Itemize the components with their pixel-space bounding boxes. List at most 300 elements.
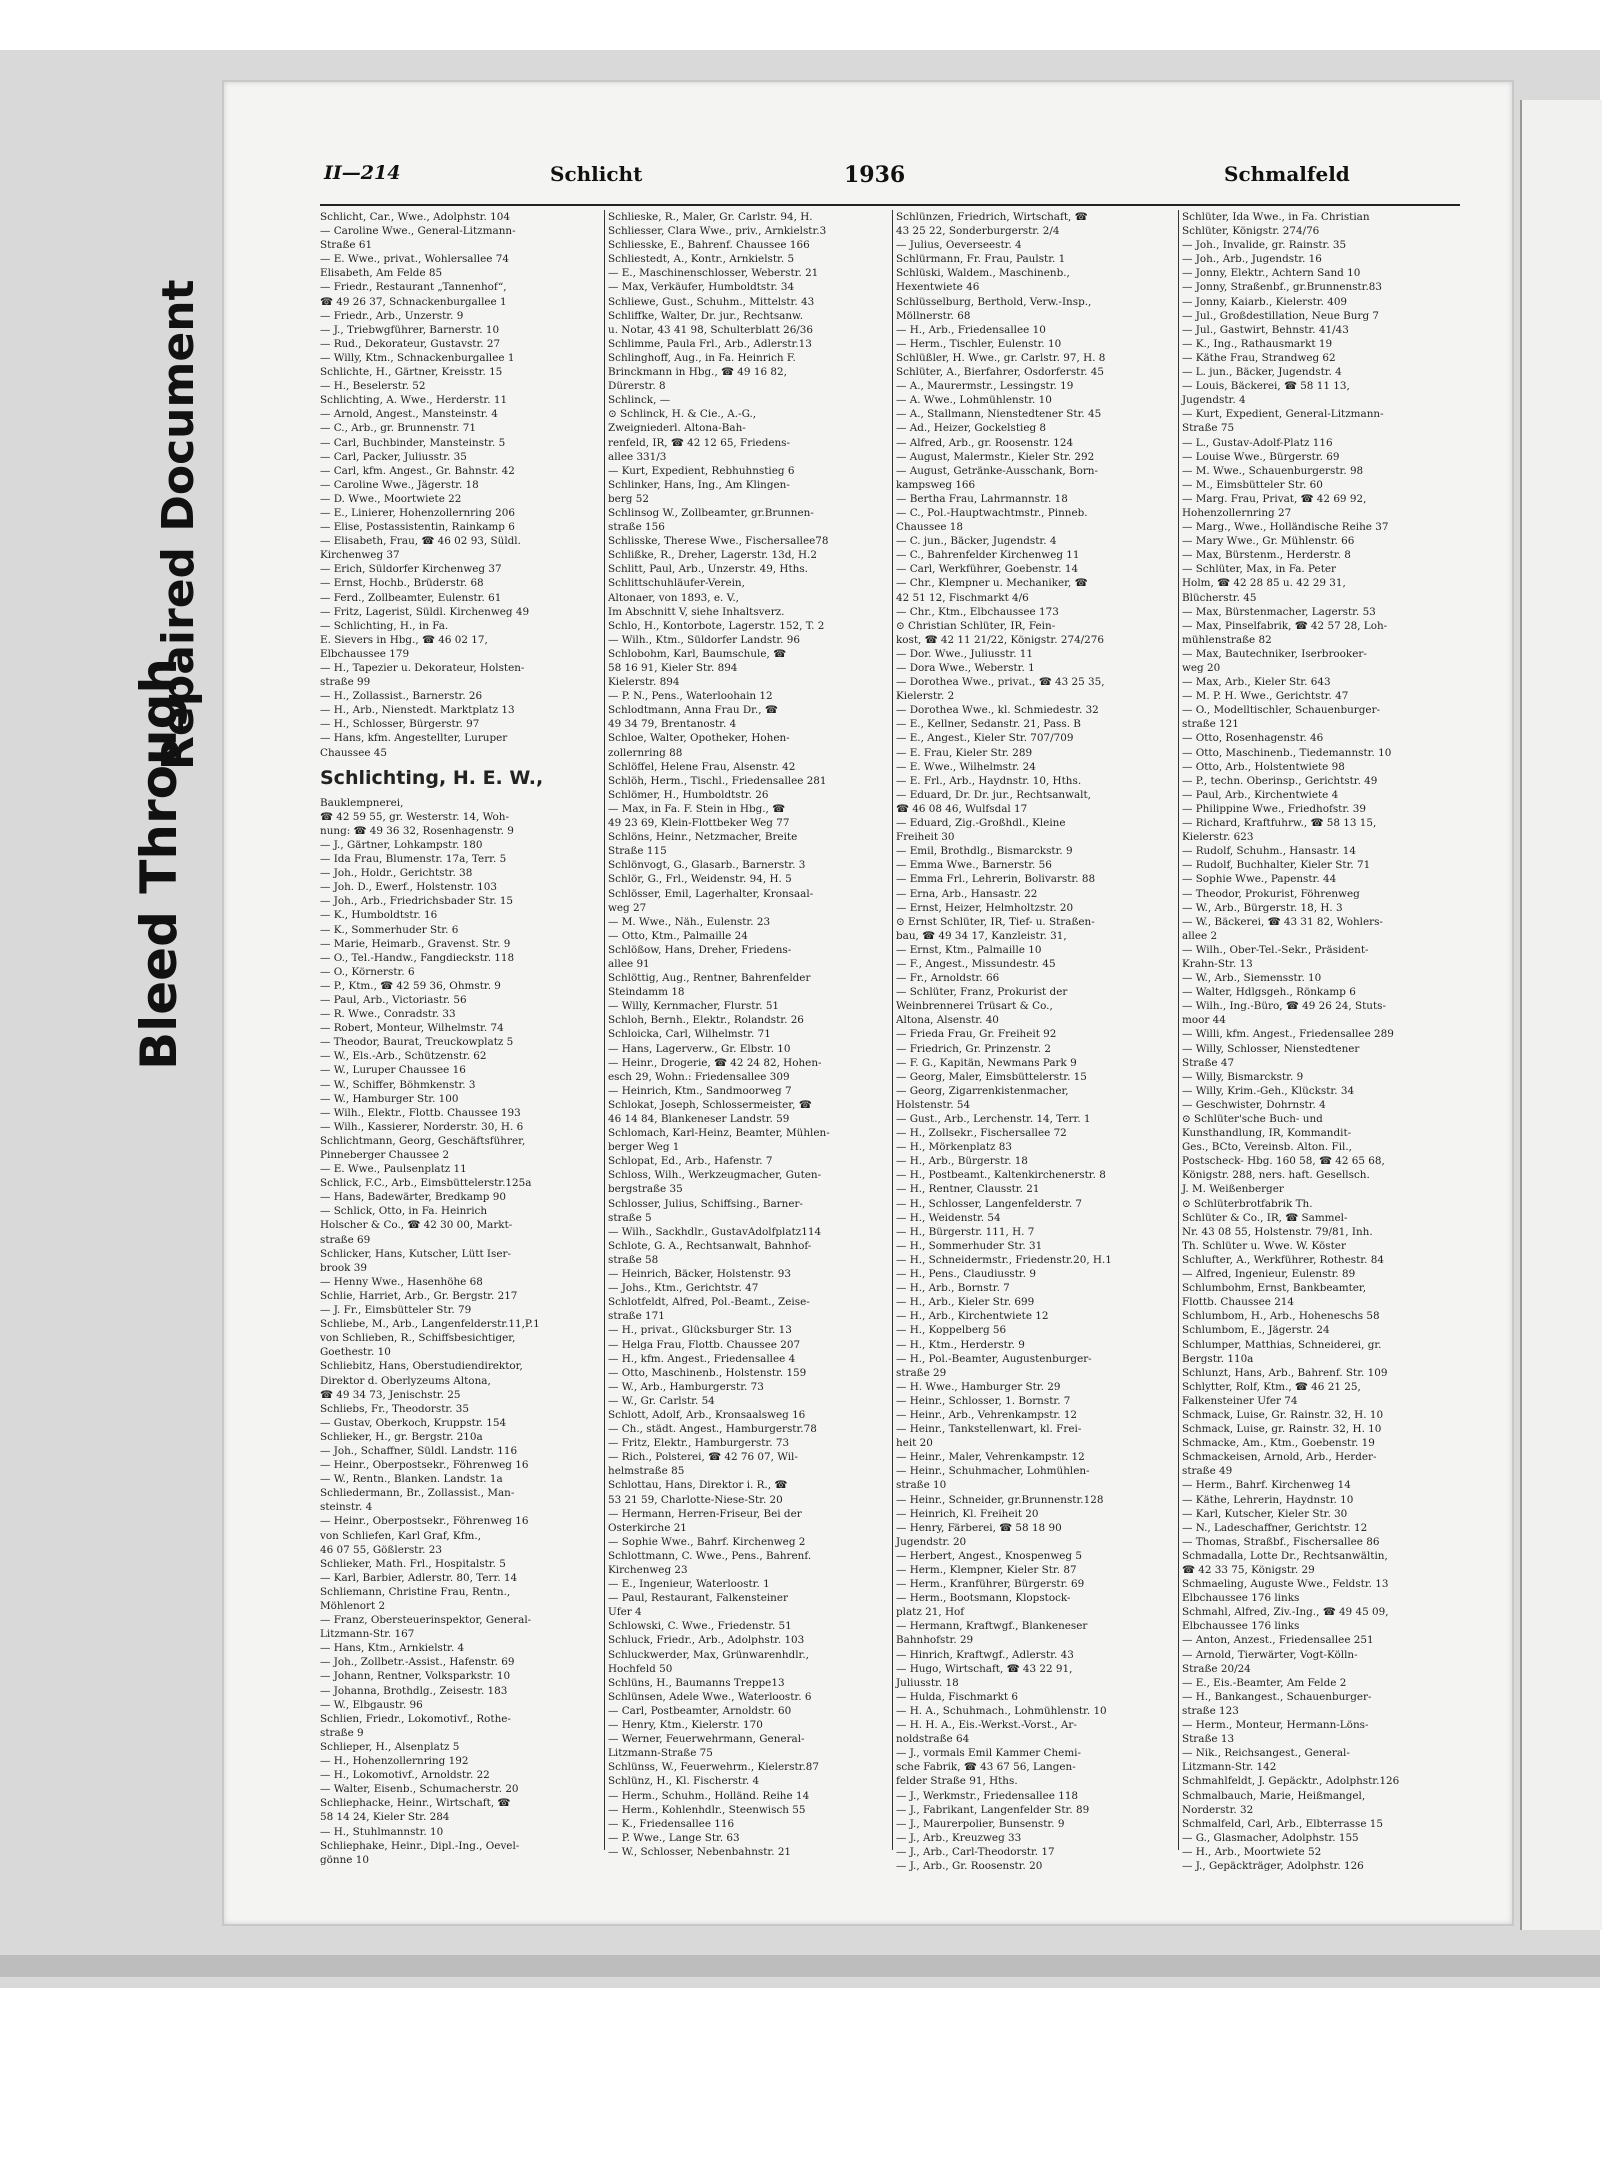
entry-line: moor 44 bbox=[1182, 1014, 1226, 1027]
entry-line: — Hugo, Wirtschaft, ☎ 43 22 91, bbox=[896, 1662, 1073, 1675]
entry-line: — H., kfm. Angest., Friedensallee 4 bbox=[608, 1352, 796, 1365]
entry-line: — Joh., Arb., Jugendstr. 16 bbox=[1182, 253, 1322, 266]
entry-line: kampsweg 166 bbox=[896, 478, 976, 491]
entry-line: Schlinck, — bbox=[608, 394, 671, 407]
entry-line: — Herm., Tischler, Eulenstr. 10 bbox=[896, 337, 1062, 350]
entry-line: Holm, ☎ 42 28 85 u. 42 29 31, bbox=[1182, 577, 1346, 590]
entry-line: — Helga Frau, Flottb. Chaussee 207 bbox=[608, 1338, 801, 1351]
entry-line: — M. Wwe., Schauenburgerstr. 98 bbox=[1182, 464, 1364, 477]
entry-line: — H. A., Schuhmach., Lohmühlenstr. 10 bbox=[896, 1704, 1107, 1717]
entry-line: — Wilh., Sackhdlr., GustavAdolfplatz114 bbox=[608, 1225, 822, 1238]
entry-line: felder Straße 91, Hths. bbox=[896, 1775, 1018, 1788]
entry-line: — H., Arb., Nienstedt. Marktplatz 13 bbox=[320, 704, 515, 717]
entry-line: Schlieske, R., Maler, Gr. Carlstr. 94, H. bbox=[608, 211, 813, 223]
entry-line: — Heinr., Oberpostsekr., Föhrenweg 16 bbox=[320, 1459, 529, 1472]
entry-line: Holstenstr. 54 bbox=[896, 1098, 971, 1111]
entry-line: ☎ 49 26 37, Schnackenburgallee 1 bbox=[320, 295, 507, 308]
entry-line: Schliewe, Gust., Schuhm., Mittelstr. 43 bbox=[608, 295, 815, 308]
entry-line: Schlimme, Paula Frl., Arb., Adlerstr.13 bbox=[608, 337, 812, 350]
entry-line: — Fr., Arnoldstr. 66 bbox=[896, 972, 1000, 985]
entry-line: Pinneberger Chaussee 2 bbox=[320, 1149, 450, 1161]
entry-line: Schloicka, Carl, Wilhelmstr. 71 bbox=[608, 1028, 771, 1041]
entry-line: Elbchaussee 179 bbox=[320, 647, 410, 660]
entry-line: Hexentwiete 46 bbox=[896, 281, 980, 294]
column-divider bbox=[604, 210, 605, 1850]
entry-line: — Erich, Süldorfer Kirchenweg 37 bbox=[320, 563, 502, 576]
entry-line: Schlinsog W., Zollbeamter, gr.Brunnen- bbox=[608, 506, 814, 519]
entry-line: Im Abschnitt V, siehe Inhaltsverz. bbox=[608, 605, 785, 618]
entry-line: — H., Postbeamt., Kaltenkirchenerstr. 8 bbox=[896, 1169, 1106, 1182]
entry-line: Schlösser, Emil, Lagerhalter, Kronsaal- bbox=[608, 887, 814, 900]
entry-line: — E., Ingenieur, Waterloostr. 1 bbox=[608, 1578, 770, 1591]
entry-line: Falkensteiner Ufer 74 bbox=[1182, 1394, 1298, 1407]
entry-line: — Joh., Zollbetr.-Assist., Hafenstr. 69 bbox=[320, 1656, 515, 1669]
entry-line: — H., Lokomotivf., Arnoldstr. 22 bbox=[320, 1769, 490, 1782]
adjacent-page-edge bbox=[1520, 100, 1602, 1930]
entry-line: Schlumbom, E., Jägerstr. 24 bbox=[1182, 1324, 1330, 1337]
entry-line: — K., Humboldtstr. 16 bbox=[320, 909, 438, 922]
entry-line: straße 123 bbox=[1182, 1704, 1239, 1717]
entry-line: — Hermann, Kraftwgf., Blankeneser bbox=[896, 1620, 1088, 1633]
entry-line: Litzmann-Straße 75 bbox=[608, 1747, 713, 1760]
entry-line: — Heinr., Oberpostsekr., Föhrenweg 16 bbox=[320, 1515, 529, 1528]
entry-line: — Caroline Wwe., General-Litzmann- bbox=[320, 225, 516, 238]
entry-line: — H., Arb., Kieler Str. 699 bbox=[896, 1296, 1035, 1309]
entry-line: — Sophie Wwe., Bahrf. Kirchenweg 2 bbox=[608, 1535, 806, 1548]
entry-line: — August, Getränke-Ausschank, Born- bbox=[896, 464, 1099, 477]
entry-line: — Jul., Großdestillation, Neue Burg 7 bbox=[1182, 309, 1380, 322]
entry-line: Schliestedt, A., Kontr., Arnkielstr. 5 bbox=[608, 253, 795, 266]
entry-line: Schlottau, Hans, Direktor i. R., ☎ bbox=[608, 1479, 788, 1492]
entry-line: Zweigniederl. Altona-Bah- bbox=[608, 422, 746, 435]
entry-line: — Schlick, Otto, in Fa. Heinrich bbox=[320, 1205, 488, 1218]
entry-line: — Heinrich, Bäcker, Holstenstr. 93 bbox=[608, 1268, 792, 1281]
entry-line: straße 5 bbox=[608, 1211, 652, 1224]
entry-line: — Hinrich, Kraftwgf., Adlerstr. 43 bbox=[896, 1648, 1074, 1661]
entry-line: Schlo, H., Kontorbote, Lagerstr. 152, T. 2 bbox=[608, 619, 825, 632]
entry-line: — Dorothea Wwe., kl. Schmiedestr. 32 bbox=[896, 704, 1099, 717]
entry-line: — K., Sommerhuder Str. 6 bbox=[320, 923, 459, 936]
entry-line: — Mary Wwe., Gr. Mühlenstr. 66 bbox=[1182, 535, 1355, 548]
entry-line: Schlönvogt, G., Glasarb., Barnerstr. 3 bbox=[608, 859, 806, 872]
entry-line: — H., Ktm., Herderstr. 9 bbox=[896, 1338, 1025, 1351]
entry-line: — Wilh., Ktm., Süldorfer Landstr. 96 bbox=[608, 633, 801, 646]
entry-line: — Carl, Werkführer, Goebenstr. 14 bbox=[896, 563, 1079, 576]
entry-line: Schlünss, W., Feuerwehrm., Kielerstr.87 bbox=[608, 1761, 819, 1774]
entry-line: — Herm., Klempner, Kieler Str. 87 bbox=[896, 1564, 1077, 1576]
entry-line: nung: ☎ 49 36 32, Rosenhagenstr. 9 bbox=[320, 824, 514, 837]
entry-line: ⊙ Christian Schlüter, IR, Fein- bbox=[896, 619, 1056, 632]
entry-line: — E. Frl., Arb., Haydnstr. 10, Hths. bbox=[896, 774, 1082, 787]
entry-line: — D. Wwe., Moortwiete 22 bbox=[320, 492, 462, 505]
entry-line: — H., Weidenstr. 54 bbox=[896, 1211, 1001, 1224]
entry-line: — Georg, Zigarrenkistenmacher, bbox=[896, 1084, 1069, 1097]
entry-line: — Max, Pinselfabrik, ☎ 42 57 28, Loh- bbox=[1182, 619, 1388, 632]
entry-line: Flottb. Chaussee 214 bbox=[1182, 1296, 1295, 1309]
entry-line: — Otto, Rosenhagenstr. 46 bbox=[1182, 732, 1324, 745]
entry-line: Schlotfeldt, Alfred, Pol.-Beamt., Zeise- bbox=[608, 1296, 810, 1309]
entry-line: — J., Gepäckträger, Adolphstr. 126 bbox=[1182, 1859, 1364, 1872]
entry-line: — J., Werkmstr., Friedensallee 118 bbox=[896, 1789, 1079, 1802]
entry-line: helmstraße 85 bbox=[608, 1465, 685, 1478]
entry-line: Schlichting, H. E. W., bbox=[320, 766, 544, 789]
entry-line: — Johs., Ktm., Gerichtstr. 47 bbox=[608, 1282, 759, 1295]
entry-line: Schlöffel, Helene Frau, Alsenstr. 42 bbox=[608, 760, 796, 773]
entry-line: Schlör, G., Frl., Weidenstr. 94, H. 5 bbox=[608, 873, 792, 886]
entry-line: Schluck, Friedr., Arb., Adolphstr. 103 bbox=[608, 1634, 805, 1647]
entry-line: — Paul, Arb., Kirchentwiete 4 bbox=[1182, 788, 1339, 801]
entry-line: — Friedr., Arb., Unzerstr. 9 bbox=[320, 309, 464, 322]
column-4 bbox=[1182, 210, 1460, 1872]
entry-line: — C. jun., Bäcker, Jugendstr. 4 bbox=[896, 535, 1057, 548]
entry-line: Schlitt, Paul, Arb., Unzerstr. 49, Hths. bbox=[608, 563, 808, 576]
entry-line: Brinckmann in Hbg., ☎ 49 16 82, bbox=[608, 366, 787, 379]
entry-line: — Caroline Wwe., Jägerstr. 18 bbox=[320, 478, 479, 491]
entry-line: — Henry, Färberei, ☎ 58 18 90 bbox=[896, 1521, 1062, 1534]
entry-line: — Louise Wwe., Bürgerstr. 69 bbox=[1182, 450, 1340, 463]
entry-line: Weinbrennerei Trüsart & Co., bbox=[896, 1000, 1053, 1013]
entry-line: — Heinr., Schlosser, 1. Bornstr. 7 bbox=[896, 1394, 1071, 1407]
entry-line: — W., Els.-Arb., Schützenstr. 62 bbox=[320, 1050, 487, 1063]
entry-line: Schliephacke, Heinr., Wirtschaft, ☎ bbox=[320, 1797, 511, 1810]
entry-line: — Gustav, Oberkoch, Kruppstr. 154 bbox=[320, 1416, 507, 1429]
entry-line: Schlumper, Matthias, Schneiderei, gr. bbox=[1182, 1338, 1382, 1351]
entry-line: Schlieker, H., gr. Bergstr. 210a bbox=[320, 1430, 483, 1443]
entry-line: Schlichting, A. Wwe., Herderstr. 11 bbox=[320, 394, 508, 407]
entry-line: — K., Ing., Rathausmarkt 19 bbox=[1182, 337, 1333, 350]
entry-line: Schlieker, Math. Frl., Hospitalstr. 5 bbox=[320, 1557, 506, 1570]
entry-line: — Max, Bautechniker, Iserbrooker- bbox=[1182, 647, 1367, 660]
entry-line: — Hans, kfm. Angestellter, Luruper bbox=[320, 732, 508, 745]
entry-line: — Herm., Bahrf. Kirchenweg 14 bbox=[1182, 1479, 1351, 1492]
entry-line: Schlieper, H., Alsenplatz 5 bbox=[320, 1740, 460, 1753]
entry-line: — Jul., Gastwirt, Behnstr. 41/43 bbox=[1182, 323, 1349, 336]
entry-line: — Werner, Feuerwehrmann, General- bbox=[608, 1733, 805, 1746]
entry-line: Königstr. 288, ners. haft. Gesellsch. bbox=[1182, 1169, 1370, 1182]
entry-line: — Herm., Schuhm., Holländ. Reihe 14 bbox=[608, 1789, 810, 1802]
entry-line: — Wilh., Kassierer, Norderstr. 30, H. 6 bbox=[320, 1120, 524, 1133]
entry-line: — Heinr., Arb., Vehrenkampstr. 12 bbox=[896, 1408, 1078, 1421]
entry-line: Schlokat, Joseph, Schlossermeister, ☎ bbox=[608, 1098, 812, 1111]
entry-line: — N., Ladeschaffner, Gerichtstr. 12 bbox=[1182, 1521, 1368, 1534]
entry-line: — Arnold, Angest., Mansteinstr. 4 bbox=[320, 408, 498, 421]
entry-line: Schliesske, E., Bahrenf. Chaussee 166 bbox=[608, 239, 810, 252]
entry-line: Schlote, G. A., Rechtsanwalt, Bahnhof- bbox=[608, 1239, 812, 1252]
bleed-through-label: Bleed Through bbox=[130, 658, 188, 1070]
entry-line: allee 2 bbox=[1182, 929, 1218, 942]
entry-line: — Wilh., Ober-Tel.-Sekr., Präsident- bbox=[1182, 943, 1369, 956]
entry-line: — Dora Wwe., Weberstr. 1 bbox=[896, 662, 1035, 674]
entry-line: brook 39 bbox=[320, 1261, 367, 1274]
entry-line: — Henry, Ktm., Kielerstr. 170 bbox=[608, 1719, 763, 1732]
entry-line: Schliedermann, Br., Zollassist., Man- bbox=[320, 1487, 515, 1500]
entry-line: kost, ☎ 42 11 21/22, Königstr. 274/276 bbox=[896, 633, 1105, 646]
entry-line: — Joh. D., Ewerf., Holstenstr. 103 bbox=[320, 881, 498, 894]
entry-line: Schlißke, R., Dreher, Lagerstr. 13d, H.2 bbox=[608, 549, 817, 562]
entry-line: — F., Angest., Missundestr. 45 bbox=[896, 957, 1056, 970]
entry-line: — E., Angest., Kieler Str. 707/709 bbox=[896, 732, 1074, 745]
entry-line: 58 14 24, Kieler Str. 284 bbox=[320, 1811, 450, 1824]
entry-line: Schlüns, H., Baumanns Treppe13 bbox=[608, 1676, 785, 1689]
entry-line: Schlick, F.C., Arb., Eimsbüttelerstr.125a bbox=[320, 1177, 532, 1190]
entry-line: — Willy, Ktm., Schnackenburgallee 1 bbox=[320, 351, 515, 364]
entry-line: ☎ 42 33 75, Königstr. 29 bbox=[1182, 1564, 1315, 1576]
entry-line: 46 14 84, Blankeneser Landstr. 59 bbox=[608, 1113, 790, 1125]
entry-line: — Robert, Monteur, Wilhelmstr. 74 bbox=[320, 1022, 504, 1035]
entry-line: — W., Arb., Siemensstr. 10 bbox=[1182, 972, 1322, 985]
entry-line: — Otto, Arb., Holstentwiete 98 bbox=[1182, 760, 1345, 773]
entry-line: Schlumbohm, Ernst, Bankbeamter, bbox=[1182, 1282, 1367, 1295]
entry-line: — Gust., Arb., Lerchenstr. 14, Terr. 1 bbox=[896, 1113, 1091, 1125]
entry-line: — Friedr., Restaurant „Tannenhof“, bbox=[320, 281, 507, 294]
entry-line: — J., vormals Emil Kammer Chemi- bbox=[896, 1747, 1082, 1760]
entry-line: Schloss, Wilh., Werkzeugmacher, Guten- bbox=[608, 1169, 822, 1182]
entry-line: — Schlüter, Max, in Fa. Peter bbox=[1182, 563, 1336, 576]
entry-line: Schlie, Harriet, Arb., Gr. Bergstr. 217 bbox=[320, 1289, 518, 1302]
entry-line: 42 51 12, Fischmarkt 4/6 bbox=[896, 591, 1029, 604]
entry-line: Schlowski, C. Wwe., Friedenstr. 51 bbox=[608, 1620, 792, 1633]
entry-line: Schlüsselburg, Berthold, Verw.-Insp., bbox=[896, 295, 1092, 308]
side-labels bbox=[70, 150, 220, 1070]
entry-line: Schmacke, Am., Ktm., Goebenstr. 19 bbox=[1182, 1437, 1375, 1450]
entry-line: — Otto, Maschinenb., Holstenstr. 159 bbox=[608, 1366, 807, 1379]
page-number: II—214 bbox=[324, 162, 401, 184]
entry-line: heit 20 bbox=[896, 1437, 933, 1450]
entry-line: — Bertha Frau, Lahrmannstr. 18 bbox=[896, 492, 1068, 505]
entry-line: — Joh., Schaffner, Süldl. Landstr. 116 bbox=[320, 1444, 518, 1457]
entry-line: straße 156 bbox=[608, 521, 665, 534]
entry-line: — Arnold, Tierwärter, Vogt-Kölln- bbox=[1182, 1648, 1358, 1661]
entry-line: Schluckwerder, Max, Grünwarenhdlr., bbox=[608, 1648, 809, 1661]
entry-line: Schlittschuhläufer-Verein, bbox=[608, 577, 745, 590]
entry-line: — J., Arb., Kreuzweg 33 bbox=[896, 1831, 1022, 1844]
entry-line: — Carl, Postbeamter, Arnoldstr. 60 bbox=[608, 1704, 792, 1717]
entry-line: Straße 61 bbox=[320, 239, 373, 252]
entry-line: Kielerstr. 894 bbox=[608, 676, 680, 689]
entry-line: — J., Triebwgführer, Barnerstr. 10 bbox=[320, 323, 500, 336]
entry-line: — Herbert, Angest., Knospenweg 5 bbox=[896, 1549, 1082, 1562]
entry-line: Schlomach, Karl-Heinz, Beamter, Mühlen- bbox=[608, 1127, 830, 1140]
header-rule bbox=[320, 204, 1460, 206]
entry-line: Kielerstr. 623 bbox=[1182, 831, 1254, 844]
entry-line: Schlüter, Ida Wwe., in Fa. Christian bbox=[1182, 211, 1370, 223]
entry-line: Schlottmann, C. Wwe., Pens., Bahrenf. bbox=[608, 1549, 812, 1562]
entry-line: — Sophie Wwe., Papenstr. 44 bbox=[1182, 873, 1337, 886]
entry-line: Straße 13 bbox=[1182, 1733, 1235, 1746]
entry-line: — H., Arb., Moortwiete 52 bbox=[1182, 1845, 1322, 1858]
year: 1936 bbox=[844, 162, 906, 188]
entry-line: — W., Gr. Carlstr. 54 bbox=[608, 1394, 715, 1407]
entry-line: Ges., BCto, Vereinsb. Alton. Fil., bbox=[1182, 1141, 1352, 1154]
entry-line: — Max, in Fa. F. Stein in Hbg., ☎ bbox=[608, 802, 786, 815]
entry-line: — Kurt, Expedient, General-Litzmann- bbox=[1182, 408, 1384, 421]
entry-line: — Theodor, Baurat, Treuckowplatz 5 bbox=[320, 1036, 514, 1049]
entry-line: Schlicker, Hans, Kutscher, Lütt Iser- bbox=[320, 1247, 511, 1260]
entry-line: Altonaer, von 1893, e. V., bbox=[608, 591, 739, 604]
entry-line: sche Fabrik, ☎ 43 67 56, Langen- bbox=[896, 1761, 1076, 1774]
entry-line: Schlinker, Hans, Ing., Am Klingen- bbox=[608, 478, 790, 491]
entry-line: — Carl, Packer, Juliusstr. 35 bbox=[320, 450, 467, 463]
entry-line: — Wilh., Elektr., Flottb. Chaussee 193 bbox=[320, 1106, 521, 1119]
entry-line: — W., Bäckerei, ☎ 43 31 82, Wohlers- bbox=[1182, 915, 1383, 928]
entry-line: — E., Eis.-Beamter, Am Felde 2 bbox=[1182, 1676, 1347, 1689]
entry-line: Schlünzen, Friedrich, Wirtschaft, ☎ bbox=[896, 211, 1088, 223]
entry-line: — C., Arb., gr. Brunnenstr. 71 bbox=[320, 422, 476, 435]
entry-line: — Rudolf, Buchhalter, Kieler Str. 71 bbox=[1182, 859, 1371, 872]
entry-line: — Marie, Heimarb., Gravenst. Str. 9 bbox=[320, 937, 511, 950]
entry-line: — Walter, Eisenb., Schumacherstr. 20 bbox=[320, 1783, 519, 1796]
entry-line: — Joh., Holdr., Gerichtstr. 38 bbox=[320, 867, 473, 880]
entry-line: noldstraße 64 bbox=[896, 1733, 970, 1746]
entry-line: — Heinr., Tankstellenwart, kl. Frei- bbox=[896, 1423, 1082, 1436]
entry-line: — A., Stallmann, Nienstedtener Str. 45 bbox=[896, 408, 1102, 421]
entry-line: Schliebitz, Hans, Oberstudiendirektor, bbox=[320, 1360, 523, 1373]
directory-page bbox=[222, 80, 1514, 1926]
repaired-document-label: Repaired Document bbox=[153, 279, 204, 770]
entry-line: Schmalbauch, Marie, Heißmangel, bbox=[1182, 1789, 1366, 1802]
entry-line: — Heinrich, Ktm., Sandmoorweg 7 bbox=[608, 1084, 792, 1097]
entry-line: Bahnhofstr. 29 bbox=[896, 1634, 974, 1647]
entry-line: ☎ 49 34 73, Jenischstr. 25 bbox=[320, 1388, 461, 1401]
entry-line: Freiheit 30 bbox=[896, 831, 955, 844]
entry-line: ⊙ Schlüterbrotfabrik Th. bbox=[1182, 1197, 1313, 1210]
entry-line: — August, Malermstr., Kieler Str. 292 bbox=[896, 450, 1095, 463]
entry-line: Schliesser, Clara Wwe., priv., Arnkielstr.3 bbox=[608, 225, 827, 238]
entry-line: Schlumbom, H., Arb., Hoheneschs 58 bbox=[1182, 1310, 1380, 1323]
entry-line: — Heinr., Maler, Vehrenkampstr. 12 bbox=[896, 1451, 1085, 1464]
entry-line: Straße 47 bbox=[1182, 1056, 1235, 1069]
entry-line: — Alfred, Arb., gr. Roosenstr. 124 bbox=[896, 436, 1074, 449]
entry-line: — Willi, kfm. Angest., Friedensallee 289 bbox=[1182, 1028, 1394, 1041]
entry-line: — Karl, Barbier, Adlerstr. 80, Terr. 14 bbox=[320, 1571, 518, 1584]
entry-line: straße 69 bbox=[320, 1233, 371, 1246]
entry-line: Schlinghoff, Aug., in Fa. Heinrich F. bbox=[608, 351, 796, 364]
entry-line: — Ernst, Ktm., Palmaille 10 bbox=[896, 943, 1042, 956]
entry-line: — H., Sommerhuder Str. 31 bbox=[896, 1239, 1043, 1252]
entry-line: Schlömer, H., Humboldtstr. 26 bbox=[608, 788, 769, 801]
entry-line: — M. Wwe., Näh., Eulenstr. 23 bbox=[608, 915, 771, 928]
entry-line: Osterkirche 21 bbox=[608, 1521, 687, 1534]
entry-line: — Ida Frau, Blumenstr. 17a, Terr. 5 bbox=[320, 853, 507, 866]
entry-line: — Hulda, Fischmarkt 6 bbox=[896, 1690, 1018, 1703]
entry-line: 49 34 79, Brentanostr. 4 bbox=[608, 718, 737, 731]
entry-line: 53 21 59, Charlotte-Niese-Str. 20 bbox=[608, 1493, 783, 1506]
entry-line: straße 29 bbox=[896, 1366, 947, 1379]
entry-line: — Eduard, Zig.-Großhdl., Kleine bbox=[896, 817, 1066, 830]
entry-line: Holscher & Co., ☎ 42 30 00, Markt- bbox=[320, 1219, 513, 1232]
entry-line: Litzmann-Str. 142 bbox=[1182, 1761, 1277, 1774]
entry-line: Schlicht, Car., Wwe., Adolphstr. 104 bbox=[320, 211, 510, 223]
entry-line: Schlytter, Rolf, Ktm., ☎ 46 21 25, bbox=[1182, 1380, 1361, 1393]
entry-line: Schmaeling, Auguste Wwe., Feldstr. 13 bbox=[1182, 1578, 1389, 1591]
entry-line: — Otto, Ktm., Palmaille 24 bbox=[608, 929, 748, 942]
entry-line: — Elise, Postassistentin, Rainkamp 6 bbox=[320, 521, 515, 534]
entry-line: E. Sievers in Hbg., ☎ 46 02 17, bbox=[320, 633, 488, 646]
entry-line: Schlöns, Heinr., Netzmacher, Breite bbox=[608, 831, 798, 844]
entry-line: — J., Arb., Gr. Roosenstr. 20 bbox=[896, 1859, 1043, 1872]
entry-line: — E. Frau, Kieler Str. 289 bbox=[896, 746, 1033, 759]
entry-line: — J., Arb., Carl-Theodorstr. 17 bbox=[896, 1845, 1055, 1858]
entry-line: — Max, Arb., Kieler Str. 643 bbox=[1182, 676, 1331, 689]
entry-line: Straße 115 bbox=[608, 845, 667, 858]
entry-line: — H., Beselerstr. 52 bbox=[320, 380, 426, 393]
entry-line: — Herm., Bootsmann, Klopstock- bbox=[896, 1592, 1071, 1605]
entry-line: — Heinr., Schneider, gr.Brunnenstr.128 bbox=[896, 1493, 1104, 1506]
entry-line: — Emma Frl., Lehrerin, Bolivarstr. 88 bbox=[896, 873, 1096, 886]
entry-line: — W., Elbgaustr. 96 bbox=[320, 1698, 423, 1711]
first-entry-word: Schlicht bbox=[550, 162, 643, 186]
entry-line: — Joh., Arb., Friedrichsbader Str. 15 bbox=[320, 895, 514, 908]
entry-line: Schloh, Bernh., Elektr., Rolandstr. 26 bbox=[608, 1014, 804, 1027]
entry-line: 58 16 91, Kieler Str. 894 bbox=[608, 662, 738, 674]
entry-line: — Käthe, Lehrerin, Haydnstr. 10 bbox=[1182, 1493, 1354, 1506]
entry-line: — C., Pol.-Hauptwachtmstr., Pinneb. bbox=[896, 506, 1088, 519]
entry-line: Elbchaussee 176 links bbox=[1182, 1592, 1300, 1605]
entry-line: Bergstr. 110a bbox=[1182, 1352, 1254, 1365]
entry-line: ☎ 42 59 55, gr. Westerstr. 14, Woh- bbox=[320, 810, 510, 823]
entry-line: — H., Pol.-Beamter, Augustenburger- bbox=[896, 1352, 1092, 1365]
entry-line: ⊙ Schlüter'sche Buch- und bbox=[1182, 1113, 1323, 1125]
entry-line: Schmahlfeldt, J. Gepäcktr., Adolphstr.126 bbox=[1182, 1775, 1400, 1788]
entry-line: ⊙ Ernst Schlüter, IR, Tief- u. Straßen- bbox=[896, 915, 1095, 928]
entry-line: Schlüter, A., Bierfahrer, Osdorferstr. 45 bbox=[896, 366, 1105, 379]
entry-line: Schlüter, Königstr. 274/76 bbox=[1182, 225, 1320, 238]
entry-line: Postscheck- Hbg. 160 58, ☎ 42 65 68, bbox=[1182, 1155, 1385, 1168]
entry-line: — L. jun., Bäcker, Jugendstr. 4 bbox=[1182, 366, 1342, 379]
entry-line: Bauklempnerei, bbox=[320, 796, 404, 809]
entry-line: — Willy, Krim.-Geh., Klückstr. 34 bbox=[1182, 1084, 1355, 1097]
entry-line: 43 25 22, Sonderburgerstr. 2/4 bbox=[896, 225, 1060, 238]
entry-line: — Herm., Kohlenhdlr., Steenwisch 55 bbox=[608, 1803, 806, 1816]
entry-line: — H. H. A., Eis.-Werkst.-Vorst., Ar- bbox=[896, 1719, 1077, 1732]
entry-line: — H., Bankangest., Schauenburger- bbox=[1182, 1690, 1372, 1703]
entry-line: — Emma Wwe., Barnerstr. 56 bbox=[896, 859, 1052, 872]
entry-line: — O., Tel.-Handw., Fangdieckstr. 118 bbox=[320, 951, 515, 964]
column-2 bbox=[608, 210, 886, 1858]
entry-line: — Carl, kfm. Angest., Gr. Bahnstr. 42 bbox=[320, 464, 515, 477]
entry-line: — O., Modelltischler, Schauenburger- bbox=[1182, 704, 1381, 717]
entry-line: — Max, Bürstenm., Herderstr. 8 bbox=[1182, 549, 1351, 562]
entry-line: — Willy, Bismarckstr. 9 bbox=[1182, 1070, 1304, 1083]
entry-line: von Schlieben, R., Schiffsbesichtiger, bbox=[320, 1332, 516, 1345]
entry-line: — W., Luruper Chaussee 16 bbox=[320, 1064, 466, 1077]
entry-line: — H., Schneidermstr., Friedenstr.20, H.1 bbox=[896, 1253, 1112, 1266]
entry-line: — Louis, Bäckerei, ☎ 58 11 13, bbox=[1182, 380, 1350, 393]
entry-line: — Jonny, Elektr., Achtern Sand 10 bbox=[1182, 267, 1361, 280]
entry-line: straße 49 bbox=[1182, 1465, 1233, 1478]
entry-line: — Erna, Arb., Hansastr. 22 bbox=[896, 887, 1038, 900]
entry-line: — Schlüter, Franz, Prokurist der bbox=[896, 986, 1068, 999]
entry-line: Kirchenweg 37 bbox=[320, 549, 400, 562]
entry-line: — Philippine Wwe., Friedhofstr. 39 bbox=[1182, 802, 1367, 815]
entry-line: — Rudolf, Schuhm., Hansastr. 14 bbox=[1182, 845, 1356, 858]
entry-line: — Jonny, Straßenbf., gr.Brunnenstr.83 bbox=[1182, 281, 1383, 294]
entry-line: — P., Ktm., ☎ 42 59 36, Ohmstr. 9 bbox=[320, 979, 501, 992]
entry-line: — H., Schlosser, Langenfelderstr. 7 bbox=[896, 1197, 1083, 1210]
bottom-band bbox=[0, 1955, 1600, 1977]
entry-line: — Richard, Kraftfuhrw., ☎ 58 13 15, bbox=[1182, 817, 1377, 830]
entry-line: Juliusstr. 18 bbox=[896, 1676, 959, 1689]
entry-line: — E. Wwe., Wilhelmstr. 24 bbox=[896, 760, 1036, 773]
entry-line: Schlürmann, Fr. Frau, Paulstr. 1 bbox=[896, 253, 1066, 266]
entry-line: Schlößow, Hans, Dreher, Friedens- bbox=[608, 943, 792, 956]
entry-line: Schlisske, Therese Wwe., Fischersallee78 bbox=[608, 535, 829, 548]
entry-line: — H., Pens., Claudiusstr. 9 bbox=[896, 1268, 1036, 1281]
entry-line: Kunsthandlung, IR, Kommandit- bbox=[1182, 1127, 1352, 1140]
entry-line: Norderstr. 32 bbox=[1182, 1803, 1254, 1816]
entry-line: weg 20 bbox=[1182, 662, 1221, 674]
entry-line: — Alfred, Ingenieur, Eulenstr. 89 bbox=[1182, 1268, 1356, 1281]
